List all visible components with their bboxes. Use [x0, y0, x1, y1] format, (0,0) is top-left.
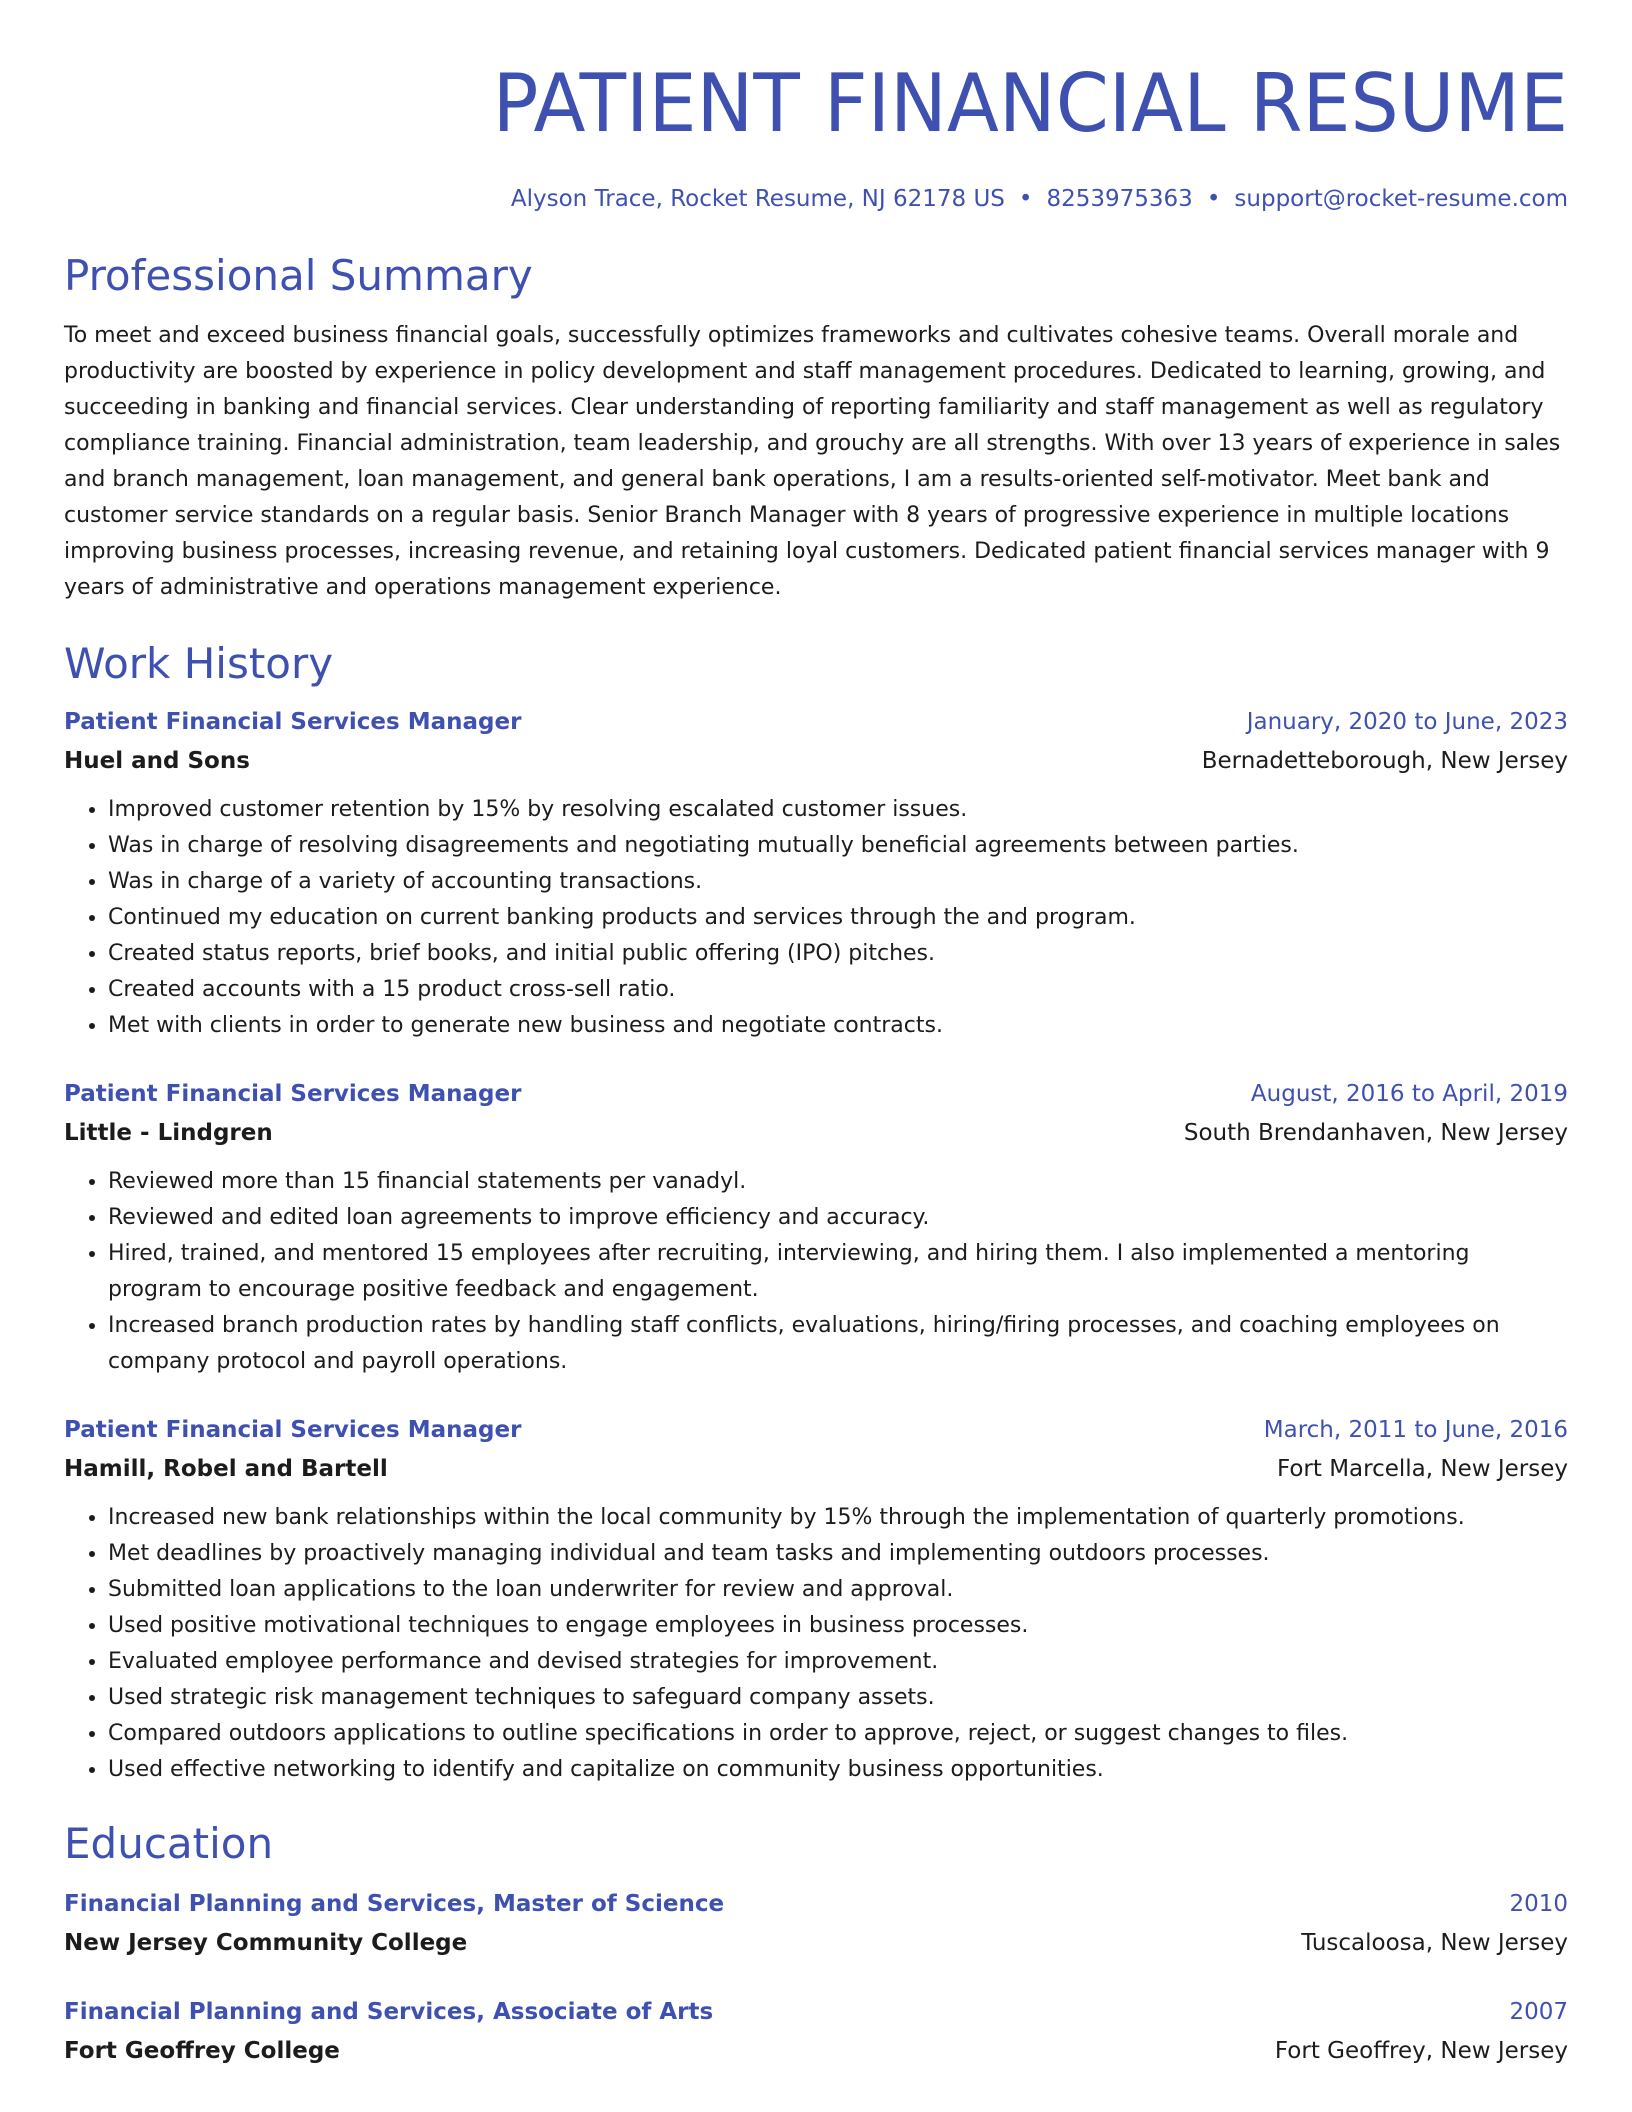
summary-text: To meet and exceed business financial goals, successfully optimizes frameworks and cultivates cohesive teams. Overall morale and productivity are boosted by experience in policy development and staff management procedures. Dedicated to learning, growing, and succeeding in banking and financial services. Clear understanding of reporting familiarity and staff management as well as regulatory compliance training. Financial administration, team leadership, and grouchy are all strengths. With over 13 years of experience in sales and branch management, loan management, and general bank operations, I am a results-oriented self-motivator. Meet bank and customer service standards on a regular basis. Senior Branch Manager with 8 years of progressive experience in multiple locations improving business processes, increasing revenue, and retaining loyal customers. Dedicated patient financial services manager with 9 years of administrative and operations management experience.	[64, 323, 1561, 600]
job-entry	[64, 1074, 1568, 1380]
contact-separator: •	[1018, 186, 1033, 212]
job-company: Little - Lindgren	[64, 1120, 273, 1146]
job-bullet: • Reviewed and edited loan agreements to improve efficiency and accuracy.	[108, 1200, 1568, 1236]
job-bullet: • Evaluated employee performance and devised strategies for improvement.	[108, 1644, 1568, 1680]
work-history-heading: Work History	[64, 639, 334, 688]
education-location: Fort Geoffrey, New Jersey	[1274, 2038, 1568, 2064]
education-year: 2010	[1509, 1891, 1568, 1917]
education-heading: Education	[64, 1819, 274, 1868]
job-bullet: • Met deadlines by proactively managing individual and team tasks and implementing outdoors processes.	[108, 1536, 1568, 1572]
resume-header	[64, 0, 1568, 214]
job-bullet: • Created accounts with a 15 product cross-sell ratio.	[108, 972, 1568, 1008]
education-degree: Financial Planning and Services, Associate of Arts	[64, 1999, 714, 2025]
job-company: Hamill, Robel and Bartell	[64, 1456, 388, 1482]
job-bullets	[64, 1500, 1568, 1788]
contact-line	[64, 184, 1568, 214]
job-role: Patient Financial Services Manager	[64, 709, 522, 735]
contact-separator: •	[1206, 186, 1221, 212]
job-bullet: • Continued my education on current banking products and services through the and program.	[108, 900, 1568, 936]
job-bullet: • Compared outdoors applications to outline specifications in order to approve, reject, or suggest changes to files.	[108, 1716, 1568, 1752]
education-header-row	[64, 1884, 1568, 1924]
education-school: Fort Geoffrey College	[64, 2038, 340, 2064]
education-location: Tuscaloosa, New Jersey	[1301, 1930, 1568, 1956]
job-bullets	[64, 792, 1568, 1044]
job-entry	[64, 702, 1568, 1044]
job-location: Bernadetteborough, New Jersey	[1201, 748, 1568, 774]
job-dates: March, 2011 to June, 2016	[1263, 1417, 1568, 1443]
job-entry	[64, 1410, 1568, 1788]
job-role: Patient Financial Services Manager	[64, 1417, 522, 1443]
job-bullet: • Submitted loan applications to the loan underwriter for review and approval.	[108, 1572, 1568, 1608]
job-bullet: • Hired, trained, and mentored 15 employees after recruiting, interviewing, and hiring them. I also implemented a mentoring program to encourage positive feedback and engagement.	[108, 1236, 1568, 1308]
job-company-row	[64, 742, 1568, 780]
job-bullet: • Increased branch production rates by handling staff conflicts, evaluations, hiring/firing processes, and coaching employees on company protocol and payroll operations.	[108, 1308, 1568, 1380]
job-dates: August, 2016 to April, 2019	[1250, 1081, 1568, 1107]
education-entry	[64, 1884, 1568, 1962]
job-bullet: • Was in charge of resolving disagreements and negotiating mutually beneficial agreements between parties.	[108, 828, 1568, 864]
summary-heading: Professional Summary	[64, 251, 533, 300]
education-degree: Financial Planning and Services, Master of Science	[64, 1891, 725, 1917]
job-bullet: • Used effective networking to identify and capitalize on community business opportunities.	[108, 1752, 1568, 1788]
resume-title: PATIENT FINANCIAL RESUME	[492, 57, 1569, 150]
job-header-row	[64, 1074, 1568, 1114]
job-company: Huel and Sons	[64, 748, 250, 774]
job-header-row	[64, 1410, 1568, 1450]
contact-address: Alyson Trace, Rocket Resume, NJ 62178 US	[510, 186, 1005, 212]
job-bullet: • Was in charge of a variety of accounting transactions.	[108, 864, 1568, 900]
job-bullet: • Created status reports, brief books, and initial public offering (IPO) pitches.	[108, 936, 1568, 972]
job-bullet: • Reviewed more than 15 financial statements per vanadyl.	[108, 1164, 1568, 1200]
job-role: Patient Financial Services Manager	[64, 1081, 522, 1107]
contact-phone: 8253975363	[1046, 186, 1193, 212]
job-bullets	[64, 1164, 1568, 1380]
job-header-row	[64, 702, 1568, 742]
education-entry	[64, 1992, 1568, 2070]
job-dates: January, 2020 to June, 2023	[1246, 709, 1568, 735]
education-school-row	[64, 2032, 1568, 2070]
job-company-row	[64, 1114, 1568, 1152]
job-bullet: • Met with clients in order to generate new business and negotiate contracts.	[108, 1008, 1568, 1044]
job-bullet: • Used strategic risk management techniques to safeguard company assets.	[108, 1680, 1568, 1716]
education-school-row	[64, 1924, 1568, 1962]
job-location: Fort Marcella, New Jersey	[1276, 1456, 1568, 1482]
education-header-row	[64, 1992, 1568, 2032]
job-bullet: • Increased new bank relationships within the local community by 15% through the implementation of quarterly promotions.	[108, 1500, 1568, 1536]
job-bullet: • Improved customer retention by 15% by resolving escalated customer issues.	[108, 792, 1568, 828]
education-school: New Jersey Community College	[64, 1930, 468, 1956]
job-bullet: • Used positive motivational techniques to engage employees in business processes.	[108, 1608, 1568, 1644]
contact-email: support@rocket-resume.com	[1234, 186, 1568, 212]
job-company-row	[64, 1450, 1568, 1488]
job-location: South Brendanhaven, New Jersey	[1183, 1120, 1568, 1146]
education-year: 2007	[1509, 1999, 1568, 2025]
